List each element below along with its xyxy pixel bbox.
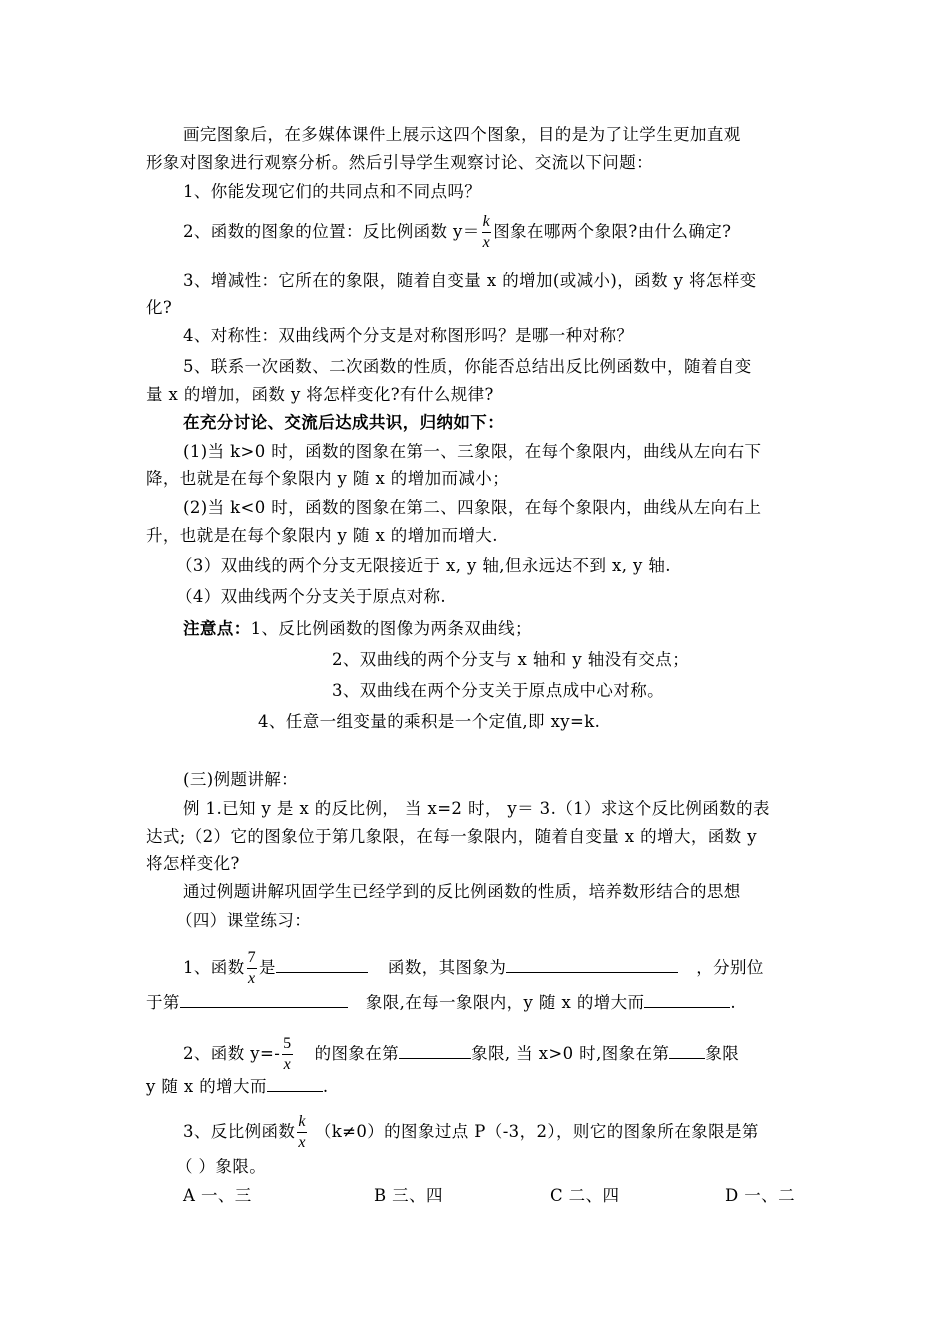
exercise-1-text-g: . (730, 993, 737, 1012)
exercise-1-text-a: 1、函数 (183, 958, 245, 977)
exercise-2-text-e: y 随 x 的增大而 (146, 1077, 267, 1096)
option-d[interactable]: D 一、二 (725, 1186, 795, 1205)
question-4: 4、对称性：双曲线两个分支是对称图形吗？是哪一种对称？ (183, 326, 634, 345)
summary-heading: 在充分讨论、交流后达成共识，归纳如下： (183, 413, 505, 432)
question-3-line2: 化? (146, 298, 173, 317)
para-intro-line1: 画完图象后，在多媒体课件上展示这四个图象，目的是为了让学生更加直观 (183, 125, 741, 144)
fraction-5-over-x (282, 1036, 292, 1073)
fraction-k-over-x (482, 214, 492, 251)
exercise-1-text-d: ，分别位 (696, 958, 764, 977)
answer-blank-3[interactable] (180, 991, 348, 1008)
example-1-line1: 例 1.已知 y 是 x 的反比例， 当 x=2 时， y＝ 3.（1）求这个反比例函数的表 (183, 799, 770, 818)
fraction-denominator: x (482, 234, 491, 251)
para-intro-line2: 形象对图象进行观察分析。然后引导学生观察讨论、交流以下问题： (146, 153, 653, 172)
question-2 (183, 214, 731, 251)
note-2: 2、双曲线的两个分支与 x 轴和 y 轴没有交点； (332, 650, 690, 669)
fraction-k-over-x-2 (297, 1114, 307, 1151)
note-1 (183, 618, 532, 640)
note-label: 注意点： (183, 619, 251, 638)
summary-1-line2: 降，也就是在每个象限内 y 随 x 的增加而减小； (146, 469, 510, 488)
exercise-2-text-a: 2、函数 y=- (183, 1044, 281, 1063)
exercise-1-text-e: 于第 (146, 993, 180, 1012)
example-note: 通过例题讲解巩固学生已经学到的反比例函数的性质，培养数形结合的思想 (183, 882, 741, 901)
exercise-3-text-a: 3、反比例函数 (183, 1122, 296, 1141)
question-2-text-b: 图象在哪两个象限?由什么确定? (493, 222, 732, 241)
answer-blank-2[interactable] (506, 956, 678, 973)
summary-1-line1: (1)当 k>0 时，函数的图象在第一、三象限，在每个象限内，曲线从左向右下 (183, 442, 762, 461)
question-5-line2: 量 x 的增加，函数 y 将怎样变化?有什么规律? (146, 385, 494, 404)
summary-3: （3）双曲线的两个分支无限接近于 x, y 轴,但永远达不到 x, y 轴. (176, 556, 671, 575)
summary-4: （4）双曲线两个分支关于原点对称. (176, 587, 447, 606)
summary-2-line1: (2)当 k<0 时，函数的图象在第二、四象限，在每个象限内，曲线从左向右上 (183, 498, 762, 517)
exercise-1-text-c: 函数，其图象为 (387, 958, 507, 977)
exercise-2-text-c: 象限, 当 x>0 时,图象在第 (471, 1044, 670, 1063)
fraction-numerator: k (298, 1113, 306, 1130)
fraction-denominator: x (298, 1134, 306, 1151)
answer-blank-4[interactable] (644, 991, 730, 1008)
fraction-denominator: x (248, 970, 256, 987)
question-5-line1: 5、联系一次函数、二次函数的性质，你能否总结出反比例函数中，随着自变 (183, 357, 752, 376)
question-2-text-a: 2、函数的图象的位置：反比例函数 y＝ (183, 222, 480, 241)
note-1-text: 1、反比例函数的图像为两条双曲线； (250, 619, 532, 638)
answer-blank-6[interactable] (669, 1042, 705, 1059)
exercise-2-text-d: 象限 (705, 1044, 740, 1063)
exercise-2-line1 (183, 1036, 739, 1073)
exercise-2-line2 (146, 1075, 329, 1098)
fraction-7-over-x (247, 950, 257, 987)
answer-blank-7[interactable] (267, 1075, 323, 1092)
exercise-3-line1 (183, 1114, 759, 1151)
fraction-denominator: x (283, 1056, 292, 1073)
exercise-3-text-b: （k≠0）的图象过点 P（-3，2），则它的图象所在象限是第 (314, 1122, 759, 1141)
note-3: 3、双曲线在两个分支关于原点成中心对称。 (332, 681, 664, 700)
exercise-1-line2 (146, 991, 736, 1014)
example-1-line2: 达式;（2）它的图象位于第几象限，在每一象限内，随着自变量 x 的增大，函数 y (146, 827, 757, 846)
fraction-numerator: 7 (247, 949, 257, 966)
fraction-numerator: k (482, 213, 491, 230)
exercise-1-text-b: 是 (259, 958, 276, 977)
question-1: 1、你能发现它们的共同点和不同点吗？ (183, 182, 482, 201)
option-b[interactable]: B 三、四 (374, 1186, 443, 1205)
option-a[interactable]: A 一、三 (183, 1186, 252, 1205)
exercise-1-text-f: 象限,在每一象限内，y 随 x 的增大而 (365, 993, 645, 1012)
summary-2-line2: 升，也就是在每个象限内 y 随 x 的增加而增大. (146, 526, 498, 545)
exercise-1-line1 (183, 950, 764, 987)
example-1-line3: 将怎样变化? (146, 854, 240, 873)
exercise-2-text-f: . (322, 1077, 329, 1096)
question-3-line1: 3、增减性：它所在的象限，随着自变量 x 的增加(或减小)，函数 y 将怎样变 (183, 271, 757, 290)
answer-blank-1[interactable] (276, 956, 368, 973)
exercise-3-line2: （ ）象限。 (176, 1157, 267, 1176)
section-examples-heading: (三)例题讲解： (183, 770, 299, 789)
fraction-numerator: 5 (283, 1035, 292, 1052)
answer-blank-5[interactable] (399, 1042, 471, 1059)
exercise-2-text-b: 的图象在第 (314, 1044, 400, 1063)
section-exercises-heading: （四）课堂练习： (176, 911, 312, 930)
note-4: 4、任意一组变量的乘积是一个定值,即 xy=k. (258, 712, 601, 731)
option-c[interactable]: C 二、四 (550, 1186, 620, 1205)
